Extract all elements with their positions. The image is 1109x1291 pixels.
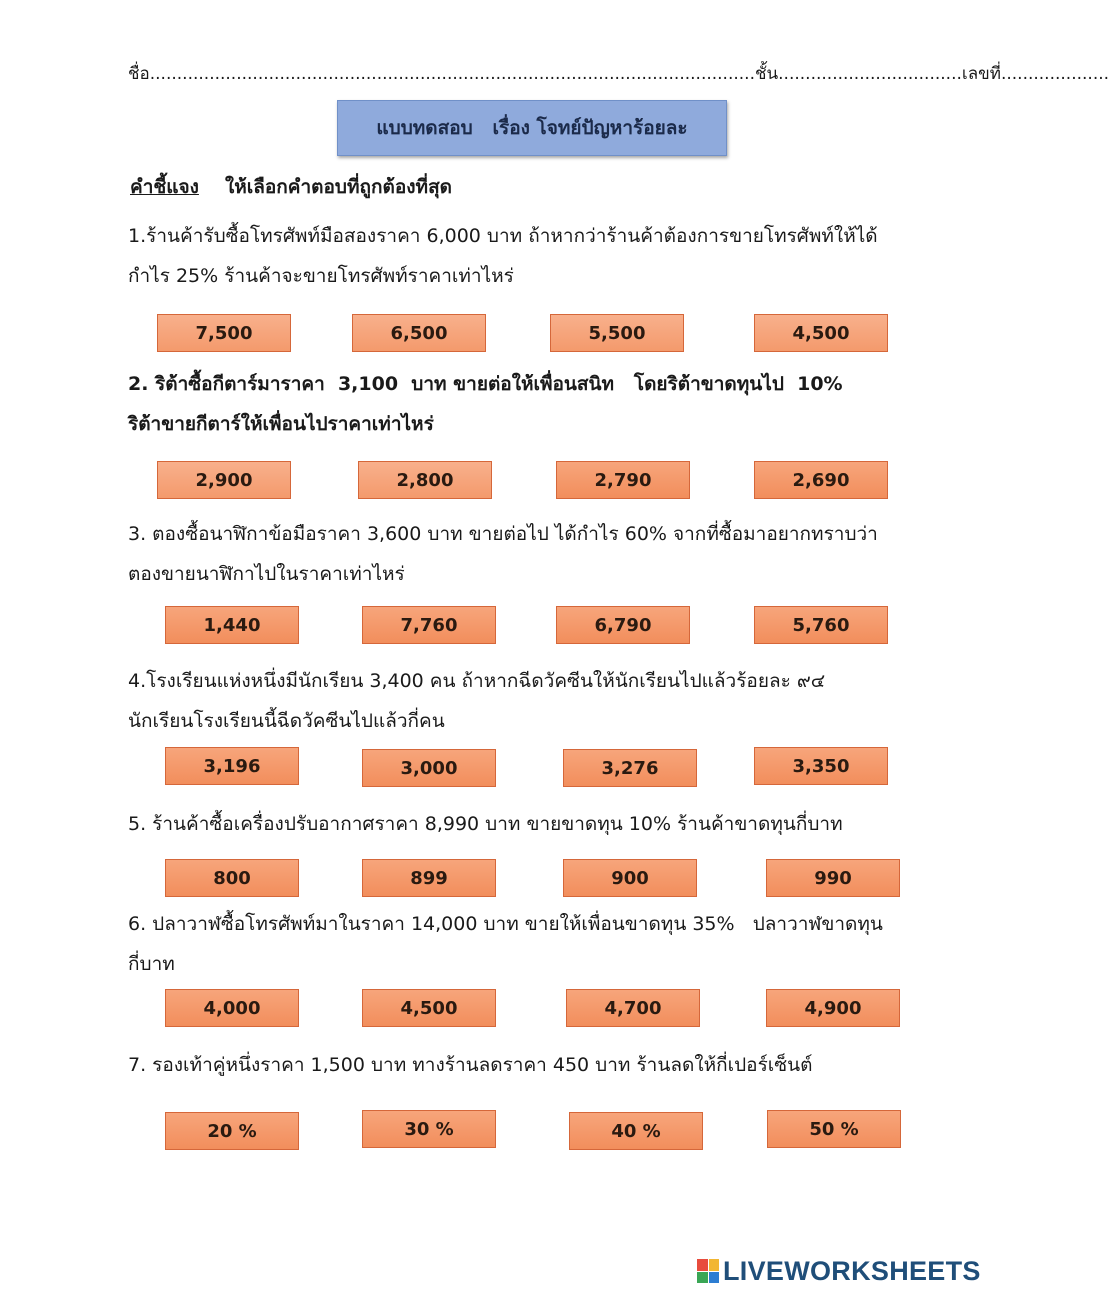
name-label: ชื่อ: [128, 64, 150, 84]
answer-option[interactable]: 900: [563, 859, 697, 897]
question-6: [128, 904, 908, 984]
answer-option[interactable]: 4,500: [754, 314, 888, 352]
question-4: [128, 661, 908, 741]
answer-option[interactable]: 5,500: [550, 314, 684, 352]
question-text: กี่บาท: [128, 953, 175, 975]
answer-option[interactable]: 30 %: [362, 1110, 496, 1148]
instructions-label: คำชี้แจง: [130, 176, 199, 198]
question-text: 3. ตองซื้อนาฬิกาข้อมือราคา 3,600 บาท ขายต่อไป ได้กำไร 60% จากที่ซื้อมาอยากทราบว่า: [128, 523, 878, 545]
instructions: [130, 172, 452, 202]
answer-option[interactable]: 20 %: [165, 1112, 299, 1150]
question-text: 1.ร้านค้ารับซื้อโทรศัพท์มือสองราคา 6,000 บาท ถ้าหากว่าร้านค้าต้องการขายโทรศัพท์ให้ได้: [128, 225, 878, 247]
question-text: กำไร 25% ร้านค้าจะขายโทรศัพท์ราคาเท่าไหร่: [128, 265, 514, 287]
answer-option[interactable]: 1,440: [165, 606, 299, 644]
answer-option[interactable]: 899: [362, 859, 496, 897]
class-label: ชั้น: [754, 64, 779, 84]
worksheet-title-text: แบบทดสอบ เรื่อง โจทย์ปัญหาร้อยละ: [376, 117, 688, 139]
question-1: [128, 216, 908, 296]
liveworksheets-logo-icon: [697, 1259, 719, 1283]
number-label: เลขที่: [961, 64, 1001, 84]
question-5: [128, 804, 908, 844]
answer-option[interactable]: 3,276: [563, 749, 697, 787]
answer-option[interactable]: 3,350: [754, 747, 888, 785]
question-text: 2. ริต้าซื้อกีตาร์มาราคา 3,100 บาท ขายต่อให้เพื่อนสนิท โดยริต้าขาดทุนไป 10%: [128, 373, 843, 395]
answer-option[interactable]: 4,700: [566, 989, 700, 1027]
question-text: 5. ร้านค้าซื้อเครื่องปรับอากาศราคา 8,990 บาท ขายขาดทุน 10% ร้านค้าขาดทุนกี่บาท: [128, 813, 843, 835]
answer-option[interactable]: 7,500: [157, 314, 291, 352]
student-info-line: [128, 60, 1109, 87]
answer-option[interactable]: 7,760: [362, 606, 496, 644]
question-2: [128, 364, 908, 444]
answer-option[interactable]: 2,900: [157, 461, 291, 499]
instructions-text: ให้เลือกคำตอบที่ถูกต้องที่สุด: [224, 176, 453, 198]
worksheet-title: [337, 100, 727, 156]
question-text: ตองขายนาฬิกาไปในราคาเท่าไหร่: [128, 563, 405, 585]
name-blank[interactable]: ................................................................................................................: [149, 64, 755, 84]
answer-option[interactable]: 2,690: [754, 461, 888, 499]
number-blank[interactable]: ....................: [1000, 64, 1109, 84]
answer-option[interactable]: 2,800: [358, 461, 492, 499]
answer-option[interactable]: 800: [165, 859, 299, 897]
question-text: 6. ปลาวาฬซื้อโทรศัพท์มาในราคา 14,000 บาท ขายให้เพื่อนขาดทุน 35% ปลาวาฬขาดทุน: [128, 913, 883, 935]
answer-option[interactable]: 6,790: [556, 606, 690, 644]
question-text: ริต้าขายกีตาร์ให้เพื่อนไปราคาเท่าไหร่: [128, 413, 434, 435]
answer-option[interactable]: 5,760: [754, 606, 888, 644]
answer-option[interactable]: 3,000: [362, 749, 496, 787]
answer-option[interactable]: 4,900: [766, 989, 900, 1027]
question-text: 7. รองเท้าคู่หนึ่งราคา 1,500 บาท ทางร้านลดราคา 450 บาท ร้านลดให้กี่เปอร์เซ็นต์: [128, 1054, 813, 1076]
question-3: [128, 514, 908, 594]
answer-option[interactable]: 990: [766, 859, 900, 897]
class-blank[interactable]: ..................................: [778, 64, 962, 84]
answer-option[interactable]: 50 %: [767, 1110, 901, 1148]
answer-option[interactable]: 40 %: [569, 1112, 703, 1150]
question-text: 4.โรงเรียนแห่งหนึ่งมีนักเรียน 3,400 คน ถ้าหากฉีดวัคซีนให้นักเรียนไปแล้วร้อยละ ๙๔: [128, 670, 826, 692]
answer-option[interactable]: 3,196: [165, 747, 299, 785]
answer-option[interactable]: 4,000: [165, 989, 299, 1027]
answer-option[interactable]: 2,790: [556, 461, 690, 499]
answer-option[interactable]: 6,500: [352, 314, 486, 352]
question-7: [128, 1045, 908, 1085]
answer-option[interactable]: 4,500: [362, 989, 496, 1027]
brand-name: LIVEWORKSHEETS: [723, 1255, 981, 1286]
liveworksheets-brand[interactable]: [697, 1256, 981, 1286]
question-text: นักเรียนโรงเรียนนี้ฉีดวัคซีนไปแล้วกี่คน: [128, 710, 445, 732]
